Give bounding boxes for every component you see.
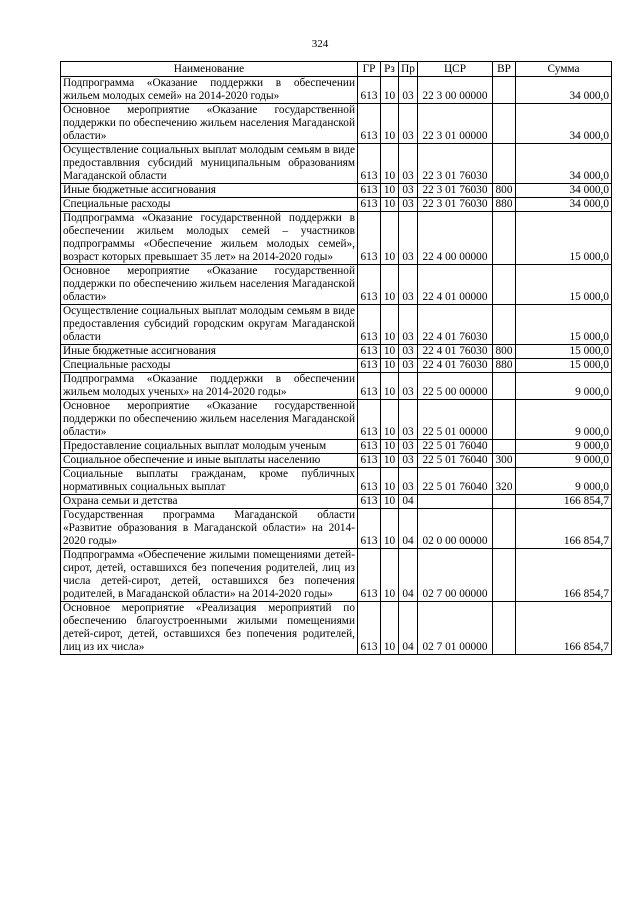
row-name: Социальные выплаты гражданам, кроме публичных нормативных социальных выплат [61, 468, 358, 495]
row-pr: 03 [399, 468, 418, 495]
row-pr: 03 [399, 184, 418, 198]
row-name: Иные бюджетные ассигнования [61, 184, 358, 198]
row-vr [493, 212, 516, 265]
row-csr: 22 3 00 00000 [418, 77, 493, 104]
row-rz: 10 [381, 212, 399, 265]
row-vr: 880 [493, 359, 516, 373]
row-sum: 166 854,7 [516, 602, 612, 655]
row-gr: 613 [358, 212, 381, 265]
row-rz: 10 [381, 454, 399, 468]
row-vr: 320 [493, 468, 516, 495]
row-sum: 34 000,0 [516, 104, 612, 144]
row-sum: 34 000,0 [516, 77, 612, 104]
row-pr: 03 [399, 373, 418, 400]
row-vr [493, 265, 516, 305]
row-gr: 613 [358, 198, 381, 212]
row-rz: 10 [381, 373, 399, 400]
row-vr [493, 77, 516, 104]
row-rz: 10 [381, 509, 399, 549]
row-gr: 613 [358, 509, 381, 549]
table-row [61, 198, 612, 212]
table-row [61, 359, 612, 373]
table-row [61, 549, 612, 602]
row-sum: 15 000,0 [516, 212, 612, 265]
table-row [61, 345, 612, 359]
row-sum: 15 000,0 [516, 305, 612, 345]
row-pr: 03 [399, 440, 418, 454]
row-csr: 22 4 01 00000 [418, 265, 493, 305]
row-name: Подпрограмма «Оказание поддержки в обеспечении жильем молодых семей» на 2014-2020 годы» [61, 77, 358, 104]
row-rz: 10 [381, 345, 399, 359]
row-csr [418, 495, 493, 509]
row-csr: 22 4 01 76030 [418, 305, 493, 345]
row-vr: 880 [493, 198, 516, 212]
table-row [61, 104, 612, 144]
row-csr: 22 5 01 00000 [418, 400, 493, 440]
row-vr [493, 549, 516, 602]
row-gr: 613 [358, 265, 381, 305]
row-pr: 03 [399, 104, 418, 144]
row-sum: 9 000,0 [516, 454, 612, 468]
row-gr: 613 [358, 495, 381, 509]
row-rz: 10 [381, 77, 399, 104]
row-gr: 613 [358, 345, 381, 359]
row-vr [493, 509, 516, 549]
table-row [61, 440, 612, 454]
row-csr: 02 0 00 00000 [418, 509, 493, 549]
row-sum: 166 854,7 [516, 509, 612, 549]
row-sum: 15 000,0 [516, 345, 612, 359]
row-pr: 04 [399, 602, 418, 655]
row-name: Охрана семьи и детства [61, 495, 358, 509]
row-rz: 10 [381, 144, 399, 184]
row-name: Осуществление социальных выплат молодым семьям в виде предоставления субсидий городским округам Магаданской области [61, 305, 358, 345]
row-gr: 613 [358, 400, 381, 440]
row-name: Основное мероприятие «Оказание государственной поддержки по обеспечению жильем населения Магаданской области» [61, 265, 358, 305]
row-pr: 04 [399, 549, 418, 602]
table-row [61, 77, 612, 104]
row-csr: 22 4 01 76030 [418, 345, 493, 359]
row-csr: 22 3 01 76030 [418, 144, 493, 184]
table-header-row [61, 62, 612, 77]
table-row [61, 400, 612, 440]
row-pr: 04 [399, 495, 418, 509]
row-gr: 613 [358, 468, 381, 495]
row-vr [493, 144, 516, 184]
table-row [61, 305, 612, 345]
row-vr [493, 305, 516, 345]
table-row [61, 495, 612, 509]
row-gr: 613 [358, 184, 381, 198]
row-name: Специальные расходы [61, 359, 358, 373]
row-sum: 9 000,0 [516, 440, 612, 454]
row-rz: 10 [381, 104, 399, 144]
row-rz: 10 [381, 305, 399, 345]
header-name: Наименование [61, 62, 358, 77]
table-row [61, 468, 612, 495]
row-gr: 613 [358, 373, 381, 400]
row-name: Социальное обеспечение и иные выплаты населению [61, 454, 358, 468]
row-gr: 613 [358, 454, 381, 468]
row-gr: 613 [358, 305, 381, 345]
row-gr: 613 [358, 602, 381, 655]
row-gr: 613 [358, 359, 381, 373]
header-pr: Пр [399, 62, 418, 77]
row-csr: 22 5 01 76040 [418, 454, 493, 468]
row-pr: 03 [399, 265, 418, 305]
row-sum: 15 000,0 [516, 359, 612, 373]
row-csr: 22 3 01 00000 [418, 104, 493, 144]
row-rz: 10 [381, 198, 399, 212]
row-pr: 03 [399, 198, 418, 212]
header-sum: Сумма [516, 62, 612, 77]
row-vr [493, 495, 516, 509]
table-row [61, 373, 612, 400]
row-vr [493, 373, 516, 400]
row-sum: 166 854,7 [516, 495, 612, 509]
row-sum: 9 000,0 [516, 400, 612, 440]
row-csr: 22 3 01 76030 [418, 184, 493, 198]
row-rz: 10 [381, 184, 399, 198]
row-csr: 22 4 00 00000 [418, 212, 493, 265]
row-gr: 613 [358, 440, 381, 454]
row-vr [493, 400, 516, 440]
row-name: Основное мероприятие «Оказание государственной поддержки по обеспечению жильем населения Магаданской области» [61, 400, 358, 440]
row-vr [493, 602, 516, 655]
row-pr: 03 [399, 305, 418, 345]
row-pr: 03 [399, 400, 418, 440]
row-rz: 10 [381, 468, 399, 495]
row-rz: 10 [381, 265, 399, 305]
row-sum: 34 000,0 [516, 144, 612, 184]
header-gr: ГР [358, 62, 381, 77]
table-row [61, 212, 612, 265]
row-sum: 9 000,0 [516, 373, 612, 400]
row-gr: 613 [358, 144, 381, 184]
row-vr: 300 [493, 454, 516, 468]
row-pr: 04 [399, 509, 418, 549]
row-sum: 34 000,0 [516, 184, 612, 198]
row-vr: 800 [493, 184, 516, 198]
row-rz: 10 [381, 440, 399, 454]
row-sum: 34 000,0 [516, 198, 612, 212]
row-pr: 03 [399, 359, 418, 373]
row-gr: 613 [358, 549, 381, 602]
row-csr: 22 3 01 76030 [418, 198, 493, 212]
row-name: Государственная программа Магаданской области «Развитие образования в Магаданской области» на 2014-2020 годы» [61, 509, 358, 549]
row-pr: 03 [399, 77, 418, 104]
row-csr: 02 7 01 00000 [418, 602, 493, 655]
row-name: Подпрограмма «Обеспечение жилыми помещениями детей-сирот, детей, оставшихся без попечения родителей, лиц из числа детей-сирот, детей, оставшихся без попечения родителей, в Магаданской области» на 2014-2020 годы» [61, 549, 358, 602]
row-name: Предоставление социальных выплат молодым ученым [61, 440, 358, 454]
row-csr: 22 4 01 76030 [418, 359, 493, 373]
row-name: Подпрограмма «Оказание поддержки в обеспечении жильем молодых ученых» на 2014-2020 годы» [61, 373, 358, 400]
header-rz: Рз [381, 62, 399, 77]
header-csr: ЦСР [418, 62, 493, 77]
row-pr: 03 [399, 345, 418, 359]
row-gr: 613 [358, 104, 381, 144]
row-name: Иные бюджетные ассигнования [61, 345, 358, 359]
row-vr [493, 440, 516, 454]
row-rz: 10 [381, 400, 399, 440]
table-row [61, 144, 612, 184]
row-name: Специальные расходы [61, 198, 358, 212]
table-row [61, 602, 612, 655]
row-csr: 02 7 00 00000 [418, 549, 493, 602]
row-rz: 10 [381, 602, 399, 655]
row-sum: 166 854,7 [516, 549, 612, 602]
row-csr: 22 5 01 76040 [418, 468, 493, 495]
row-rz: 10 [381, 549, 399, 602]
row-pr: 03 [399, 454, 418, 468]
header-vr: ВР [493, 62, 516, 77]
table-row [61, 184, 612, 198]
row-name: Основное мероприятие «Реализация мероприятий по обеспечению благоустроенными жилыми помещениями детей-сирот, детей, оставшихся без попечения родителей, лиц из их числа» [61, 602, 358, 655]
row-sum: 15 000,0 [516, 265, 612, 305]
row-csr: 22 5 00 00000 [418, 373, 493, 400]
table-row [61, 454, 612, 468]
row-vr [493, 104, 516, 144]
row-name: Подпрограмма «Оказание государственной поддержки в обеспечении жильем молодых семей – участников подпрограммы «Обеспечение жильем молодых семей», возраст которых превышает 35 лет» на 2014-2020 годы» [61, 212, 358, 265]
row-vr: 800 [493, 345, 516, 359]
row-gr: 613 [358, 77, 381, 104]
row-pr: 03 [399, 144, 418, 184]
row-csr: 22 5 01 76040 [418, 440, 493, 454]
row-pr: 03 [399, 212, 418, 265]
budget-table [60, 61, 612, 655]
table-row [61, 509, 612, 549]
row-rz: 10 [381, 495, 399, 509]
row-name: Осуществление социальных выплат молодым семьям в виде предоставлвния субсидий муниципальным образованиям Магаданской области [61, 144, 358, 184]
row-sum: 9 000,0 [516, 468, 612, 495]
page-number: 324 [311, 38, 329, 50]
row-rz: 10 [381, 359, 399, 373]
row-name: Основное мероприятие «Оказание государственной поддержки по обеспечению жильем населения Магаданской области» [61, 104, 358, 144]
table-row [61, 265, 612, 305]
